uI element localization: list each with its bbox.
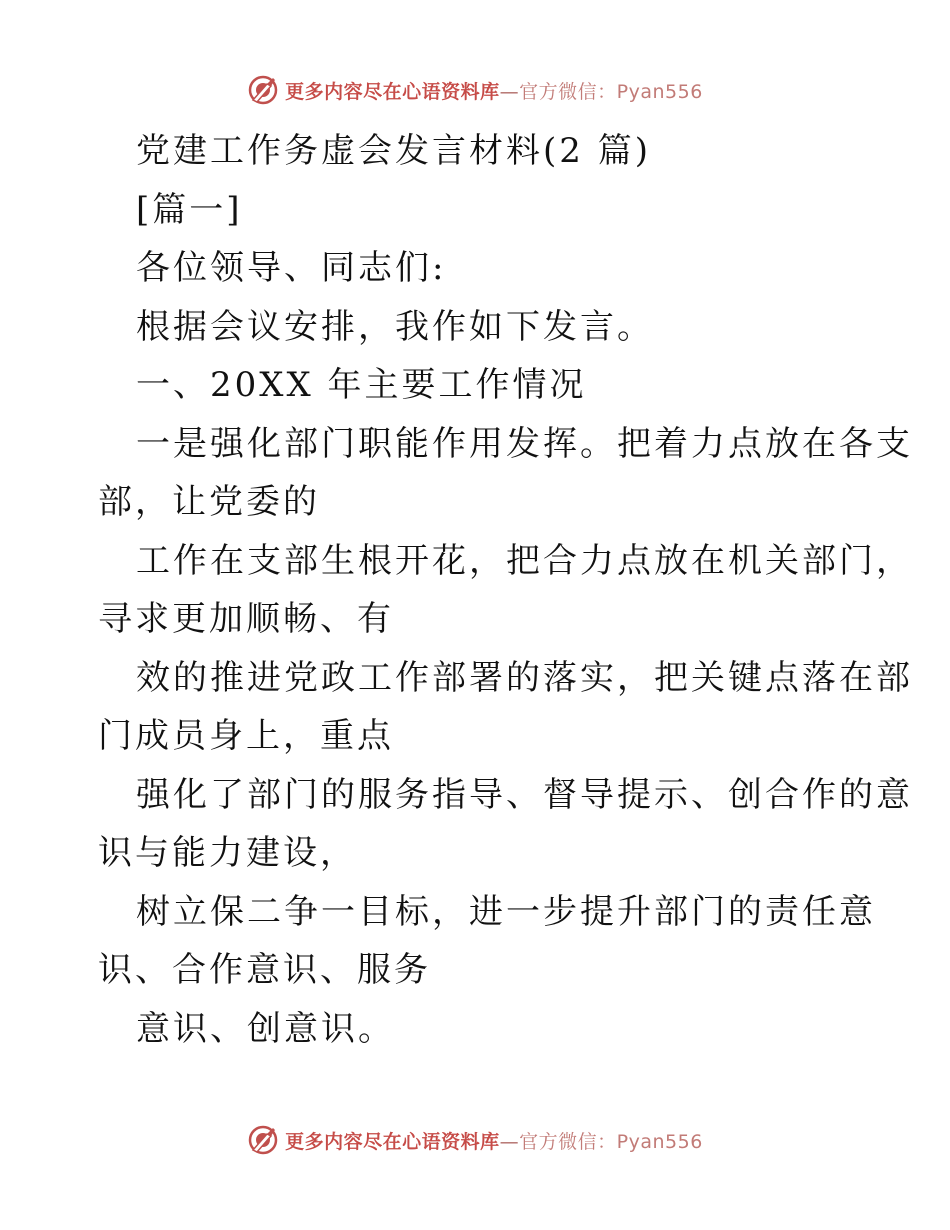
paragraph-line: 识、合作意识、服务 xyxy=(98,950,431,990)
paragraph-line: 识与能力建设， xyxy=(98,833,357,873)
section-heading: 一、20XX 年主要工作情况 xyxy=(136,365,587,405)
watermark-site-text: 更多内容尽在心语资料库 xyxy=(285,80,500,103)
watermark-wechat-text: 官方微信：Pyan556 xyxy=(519,80,703,103)
salutation: 各位领导、同志们: xyxy=(136,248,447,288)
watermark-dash: — xyxy=(499,80,520,103)
paragraph-line: 一是强化部门职能作用发挥。把着力点放在各支 xyxy=(136,423,913,464)
paragraph-line: 门成员身上，重点 xyxy=(98,716,394,756)
watermark-dash: — xyxy=(499,1130,520,1153)
paragraph-line: 工作在支部生根开花，把合力点放在机关部门， xyxy=(136,540,913,581)
pen-logo-icon xyxy=(247,1124,279,1156)
paragraph-line: 部，让党委的 xyxy=(98,482,320,522)
paragraph-line: 强化了部门的服务指导、督导提示、创合作的意 xyxy=(136,774,913,815)
paragraph-line: 树立保二争一目标，进一步提升部门的责任意 xyxy=(136,891,876,932)
footer-watermark xyxy=(0,1120,950,1160)
document-title: 党建工作务虚会发言材料(2 篇) xyxy=(136,131,651,171)
watermark-site-text: 更多内容尽在心语资料库 xyxy=(285,1130,500,1153)
pen-logo-icon xyxy=(247,74,279,106)
document-body xyxy=(98,122,913,1058)
header-watermark xyxy=(0,70,950,110)
section-label: [篇一] xyxy=(136,189,243,230)
paragraph-line: 效的推进党政工作部署的落实，把关键点落在部 xyxy=(136,657,913,698)
paragraph-line: 寻求更加顺畅、有 xyxy=(98,599,394,639)
paragraph-line: 根据会议安排，我作如下发言。 xyxy=(136,306,654,347)
paragraph-line: 意识、创意识。 xyxy=(136,1008,395,1049)
watermark-wechat-text: 官方微信：Pyan556 xyxy=(519,1130,703,1153)
